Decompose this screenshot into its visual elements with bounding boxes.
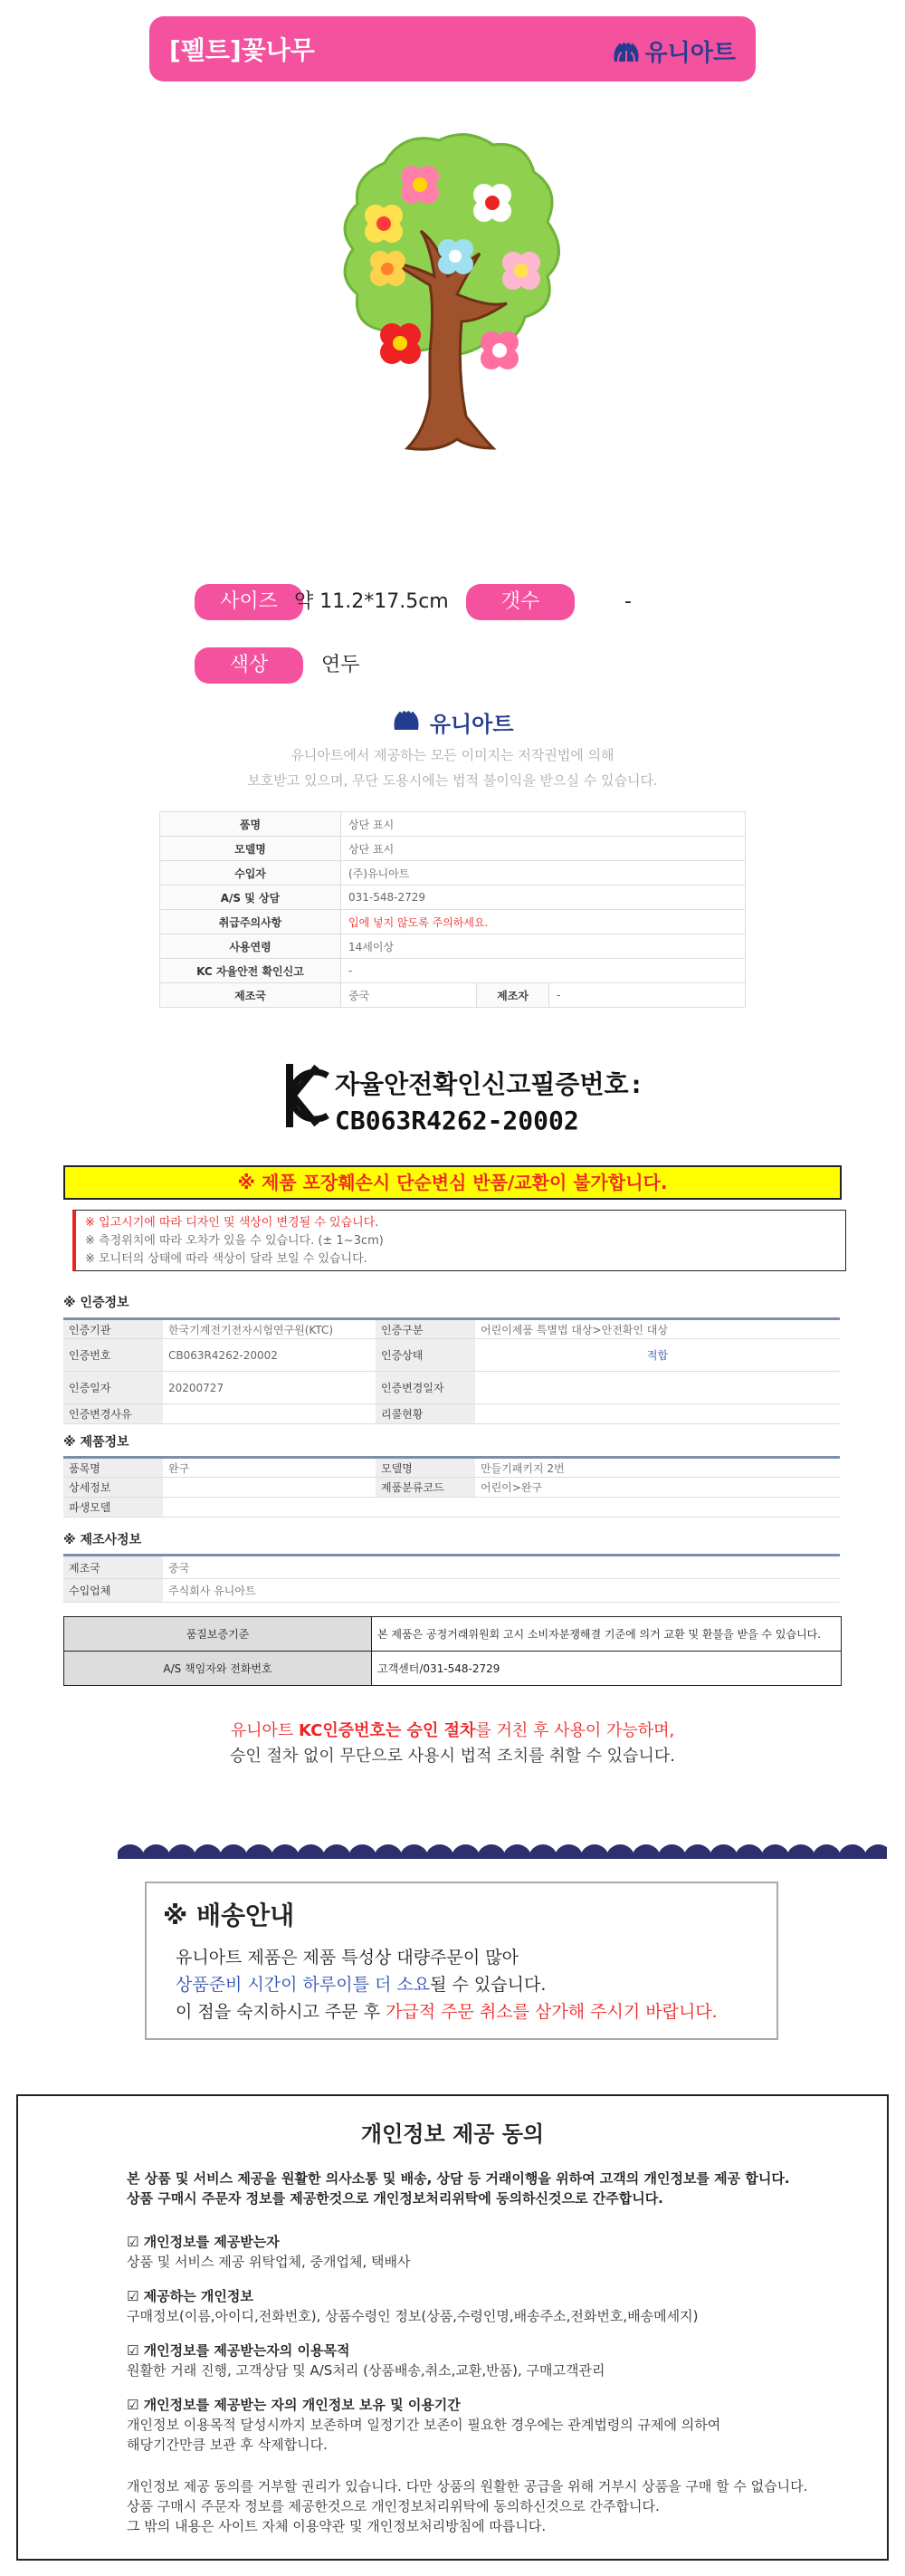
privacy-heading: ☑ 개인정보를 제공받는자 [127, 2234, 280, 2250]
cert-label: 리콜현황 [376, 1404, 475, 1424]
table-row [63, 1458, 840, 1478]
wave-scallop [683, 1844, 712, 1859]
wave-scallop [838, 1844, 867, 1859]
notice-text: 승인 절차 없이 무단으로 사용시 법적 조치를 취할 수 있습니다. [230, 1747, 675, 1766]
table-row [64, 1617, 842, 1652]
wave-scallop [452, 1844, 481, 1859]
spec-label: 사용연령 [160, 934, 341, 959]
cert-label: 인증번호 [63, 1339, 163, 1372]
privacy-text: 상품 구매시 주문자 정보를 제공한것으로 개인정보처리위탁에 동의하신것으로 간주합니다. [127, 2498, 660, 2514]
cert-table [63, 1317, 840, 1424]
spec-table [159, 811, 746, 1008]
privacy-text: 상품 구매시 주문자 정보를 제공한것으로 개인정보처리위탁에 동의하신것으로 간주합니다. [127, 2190, 663, 2207]
product-value: 어린이>완구 [475, 1478, 840, 1498]
table-row [63, 1556, 840, 1579]
privacy-title: 개인정보 제공 동의 [360, 2121, 545, 2147]
table-row [160, 934, 746, 959]
product-label: 상세정보 [63, 1478, 163, 1498]
count-value: - [624, 590, 632, 613]
qa-label: 품질보증기준 [64, 1617, 372, 1652]
maker-info-table [63, 1554, 840, 1603]
flower-tree-icon [321, 127, 584, 507]
shipping-highlight: 가급적 주문 취소를 삼가해 주시기 바랍니다. [386, 2002, 718, 2022]
size-value: 약 11.2*17.5cm [294, 590, 449, 613]
wave-scallop [348, 1844, 377, 1859]
table-row [63, 1339, 840, 1372]
wave-divider [118, 1834, 887, 1859]
spec-value: - [341, 959, 746, 983]
table-row [63, 1372, 840, 1404]
maker-label: 수입업체 [63, 1579, 163, 1603]
privacy-text: 그 밖의 내용은 사이트 자체 이용약관 및 개인정보처리방침에 따릅니다. [127, 2518, 547, 2534]
privacy-consent-box [16, 2094, 889, 2561]
table-row [160, 812, 746, 837]
cert-value [475, 1372, 840, 1404]
cert-label: 인증상태 [376, 1339, 475, 1372]
product-value [163, 1498, 376, 1518]
product-title: [펠트]꽃나무 [169, 35, 315, 65]
wave-scallop [118, 1844, 145, 1859]
maker-value: 주식회사 유니아트 [163, 1579, 376, 1603]
wave-scallop [864, 1844, 888, 1859]
shipping-highlight: 상품준비 시간이 하루이틀 더 소요 [176, 1975, 431, 1995]
product-label: 품목명 [63, 1458, 163, 1478]
cert-state: 적합 [475, 1339, 840, 1372]
cert-label: 인증기관 [63, 1319, 163, 1339]
count-label: 갯수 [466, 584, 575, 620]
product-label: 모델명 [376, 1458, 475, 1478]
wave-scallop [271, 1844, 300, 1859]
kc-cert-value: CB063R4262-20002 [335, 1106, 579, 1135]
shipping-text: 될 수 있습니다. [430, 1975, 547, 1995]
shipping-line [176, 1999, 718, 2025]
product-title-bar [149, 16, 756, 81]
cert-label: 인증구분 [376, 1319, 475, 1339]
privacy-text: 개인정보 이용목적 달성시까지 보존하며 일정기간 보존이 필요한 경우에는 관계법령의 규제에 의하여 [127, 2417, 721, 2433]
wave-scallop [400, 1844, 429, 1859]
spec-value: 상단 표시 [341, 812, 746, 837]
cert-label: 인증변경사유 [63, 1404, 163, 1424]
wave-scallop [374, 1844, 403, 1859]
privacy-section [127, 2286, 698, 2326]
product-label: 제품분류코드 [376, 1478, 475, 1498]
spec-label: 수입자 [160, 861, 341, 886]
spec-label: 제조자 [477, 983, 549, 1008]
wave-scallop [761, 1844, 790, 1859]
table-row [64, 1652, 842, 1686]
shipping-text: 이 점을 숙지하시고 주문 후 [176, 2002, 386, 2022]
spec-label: 모델명 [160, 837, 341, 861]
product-info-table [63, 1456, 840, 1518]
wave-scallop [580, 1844, 609, 1859]
wave-scallop [322, 1844, 351, 1859]
maker-label: 제조국 [63, 1556, 163, 1579]
shipping-title: ※ 배송안내 [163, 1901, 295, 1930]
cert-section-title: ※ 인증정보 [63, 1296, 129, 1310]
notice-text: 를 거친 후 사용이 가능하며, [475, 1721, 675, 1740]
wave-scallop [297, 1844, 326, 1859]
cert-value: 어린이제품 특별법 대상>안전확인 대상 [475, 1319, 840, 1339]
privacy-text: 상품 및 서비스 제공 위탁업체, 중개업체, 택배사 [127, 2254, 411, 2270]
product-notes [72, 1210, 846, 1271]
kc-cert-number [335, 1067, 643, 1139]
paw-icon [391, 708, 422, 732]
cert-value [163, 1404, 376, 1424]
copyright-line: 보호받고 있으며, 무단 도용시에는 법적 불이익을 받으실 수 있습니다. [247, 772, 658, 789]
privacy-footer [127, 2476, 807, 2536]
privacy-text: 본 상품 및 서비스 제공을 원활한 의사소통 및 배송, 상담 등 거래이행을 위하여 고객의 개인정보를 제공 합니다. [127, 2170, 790, 2187]
qa-value: 고객센터/031-548-2729 [372, 1652, 842, 1686]
product-value: 완구 [163, 1458, 376, 1478]
wave-scallop [658, 1844, 687, 1859]
table-row [160, 910, 746, 934]
note-line: ※ 입고시기에 따라 디자인 및 색상이 변경될 수 있습니다. [85, 1216, 379, 1230]
wave-scallop [632, 1844, 661, 1859]
privacy-text: 원활한 거래 진행, 고객상담 및 A/S처리 (상품배송,취소,교환,반품), 구매고객관리 [127, 2362, 605, 2379]
spec-label: 제조국 [160, 983, 341, 1008]
wave-scallop [529, 1844, 557, 1859]
table-row [63, 1404, 840, 1424]
wave-scallop [813, 1844, 842, 1859]
shipping-notice-box [145, 1882, 778, 2040]
qa-label: A/S 책임자와 전화번호 [64, 1652, 372, 1686]
wave-scallop [786, 1844, 815, 1859]
maker-value: 중국 [163, 1556, 376, 1579]
notice-text: KC인증번호는 승인 절차 [299, 1721, 476, 1740]
size-label: 사이즈 [195, 584, 303, 620]
privacy-section [127, 2341, 605, 2380]
paw-icon [611, 40, 642, 63]
privacy-heading: ☑ 제공하는 개인정보 [127, 2288, 253, 2304]
spec-label: 취급주의사항 [160, 910, 341, 934]
table-row [160, 837, 746, 861]
spec-value: - [549, 983, 746, 1008]
spec-label: A/S 및 상담 [160, 886, 341, 910]
kc-cert-label: 자율안전확인신고필증번호: [335, 1069, 644, 1099]
color-label: 색상 [195, 647, 303, 684]
cert-value: 한국기계전기전자시험연구원(KTC) [163, 1319, 376, 1339]
spec-value: (주)유니아트 [341, 861, 746, 886]
table-row [160, 861, 746, 886]
table-row [63, 1478, 840, 1498]
wave-scallop [477, 1844, 506, 1859]
spec-value: 031-548-2729 [341, 886, 746, 910]
copyright-line: 유니아트에서 제공하는 모든 이미지는 저작권법에 의해 [291, 747, 614, 763]
privacy-section [127, 2232, 410, 2272]
product-section-title: ※ 제품정보 [63, 1435, 129, 1450]
spec-value: 14세이상 [341, 934, 746, 959]
brand-logo-text: 유니아트 [429, 712, 514, 737]
shipping-line [176, 1972, 546, 1997]
privacy-section [127, 2395, 720, 2455]
color-value: 연두 [321, 654, 360, 676]
brand-logo-center [0, 706, 905, 738]
wave-scallop [503, 1844, 532, 1859]
spec-label: KC 자율안전 확인신고 [160, 959, 341, 983]
wave-scallop [735, 1844, 764, 1859]
cert-value: 20200727 [163, 1372, 376, 1404]
cert-value: CB063R4262-20002 [163, 1339, 376, 1372]
cert-label: 인증변경일자 [376, 1372, 475, 1404]
privacy-heading: ☑ 개인정보를 제공받는자의 이용목적 [127, 2342, 350, 2359]
note-line: ※ 측정위치에 따라 오차가 있을 수 있습니다. (± 1~3cm) [85, 1234, 384, 1248]
brand-logo [611, 34, 736, 68]
wave-scallop [245, 1844, 274, 1859]
brand-logo-text: 유니아트 [644, 40, 736, 67]
quality-table [63, 1616, 842, 1686]
table-row [63, 1579, 840, 1603]
product-image [321, 127, 584, 507]
wave-scallop [606, 1844, 635, 1859]
wave-scallop [710, 1844, 738, 1859]
spec-value: 입에 넣지 않도록 주의하세요. [341, 910, 746, 934]
table-row [160, 959, 746, 983]
spec-value: 중국 [341, 983, 477, 1008]
wave-scallop [555, 1844, 584, 1859]
table-row [160, 983, 746, 1008]
cert-label: 인증일자 [63, 1372, 163, 1404]
wave-scallop [142, 1844, 171, 1859]
privacy-text: 해당기간만큼 보관 후 삭제합니다. [127, 2437, 328, 2453]
table-row [63, 1498, 840, 1518]
spec-value: 상단 표시 [341, 837, 746, 861]
maker-section-title: ※ 제조사정보 [63, 1533, 142, 1547]
privacy-intro [127, 2169, 790, 2208]
privacy-text: 구매정보(이름,아이디,전화번호), 상품수령인 정보(상품,수령인명,배송주소,전화번호,배송메세지) [127, 2308, 699, 2324]
product-value: 만들기패키지 2번 [475, 1458, 840, 1478]
kc-usage-notice [0, 1719, 905, 1769]
product-value [163, 1478, 376, 1498]
cert-value [475, 1404, 840, 1424]
table-row [160, 886, 746, 910]
spec-label: 품명 [160, 812, 341, 837]
privacy-text: 개인정보 제공 동의를 거부할 권리가 있습니다. 다만 상품의 원활한 공급을 위해 거부시 상품을 구매 할 수 없습니다. [127, 2478, 808, 2495]
wave-scallop [219, 1844, 248, 1859]
wave-scallop [167, 1844, 196, 1859]
note-line: ※ 모니터의 상태에 따라 색상이 달라 보일 수 있습니다. [85, 1252, 367, 1266]
notice-text: 유니아트 [230, 1721, 299, 1740]
qa-value: 본 제품은 공정거래위원회 고시 소비자분쟁해결 기준에 의거 교환 및 환불을 받을 수 있습니다. [372, 1617, 842, 1652]
privacy-heading: ☑ 개인정보를 제공받는 자의 개인정보 보유 및 이용기간 [127, 2397, 461, 2413]
wave-scallop [194, 1844, 223, 1859]
kc-mark-icon [281, 1059, 333, 1135]
return-warning-banner: ※ 제품 포장훼손시 단순변심 반품/교환이 불가합니다. [63, 1165, 842, 1200]
table-row [63, 1319, 840, 1339]
product-label: 파생모델 [63, 1498, 163, 1518]
wave-scallop [425, 1844, 454, 1859]
shipping-line: 유니아트 제품은 제품 특성상 대량주문이 많아 [176, 1948, 519, 1968]
copyright-notice [0, 742, 905, 793]
